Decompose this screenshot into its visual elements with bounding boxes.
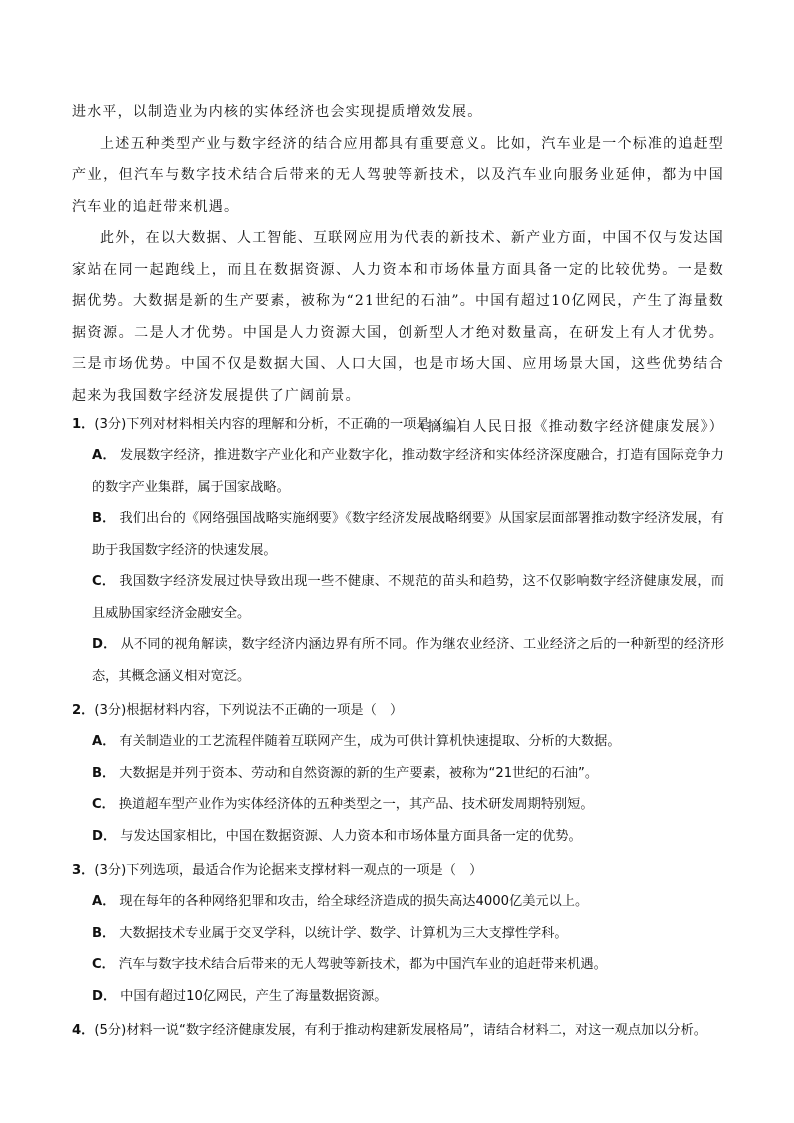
option-text: 与发达国家相比，中国在数据资源、人力资本和市场体量方面具备一定的优势。 [120, 828, 582, 844]
option-c[interactable] [92, 789, 724, 821]
option-letter: A． [92, 734, 116, 749]
option-c[interactable] [92, 566, 724, 629]
question-number: 3． [72, 863, 95, 878]
question-number: 2． [72, 703, 95, 718]
reading-passage [72, 97, 724, 444]
question-4 [72, 1016, 724, 1046]
question-stem [72, 856, 724, 886]
question-number: 1． [72, 417, 95, 432]
passage-paragraph-3: 此外，在以大数据、人工智能、互联网应用为代表的新技术、新产业方面，中国不仅与发达国家站在同一起跑线上，而且在数据资源、人力资本和市场体量方面具备一定的比较优势。一是数据优势。大数据是新的生产要素，被称为“21世纪的石油”。中国有超过10亿网民，产生了海量数据资源。二是人才优势。中国是人力资源大国，创新型人才绝对数量高，在研发上有人才优势。三是市场优势。中国不仅是数据大国、人口大国，也是市场大国、应用场景大国，这些优势结合起来为我国数字经济发展提供了广阔前景。 [72, 230, 724, 404]
option-letter: D． [92, 637, 117, 652]
question-text: (5分)材料一说“数字经济健康发展，有利于推动构建新发展格局”，请结合材料二，对这一观点加以分析。 [94, 1023, 707, 1038]
option-letter: C． [92, 957, 115, 972]
option-text: 大数据是并列于资本、劳动和自然资源的新的生产要素，被称为“21世纪的石油”。 [119, 765, 599, 781]
option-letter: C． [92, 574, 116, 589]
option-text: 换道超车型产业作为实体经济体的五种类型之一，其产品、技术研发周期特别短。 [118, 797, 594, 812]
passage-paragraph-1: 进水平，以制造业为内核的实体经济也会实现提质增效发展。 [72, 104, 483, 120]
option-letter: D． [92, 988, 117, 1004]
question-text: (3分)下列对材料相关内容的理解和分析，不正确的一项是（ ） [94, 417, 470, 432]
option-a[interactable] [92, 886, 724, 918]
question-text: (3分)下列选项，最适合作为论据来支撑材料一观点的一项是（ ） [94, 863, 483, 878]
option-text: 有关制造业的工艺流程伴随着互联网产生，成为可供计算机快速提取、分析的大数据。 [119, 734, 621, 749]
option-text: 汽车与数字技术结合后带来的无人驾驶等新技术，都为中国汽车业的追赶带来机遇。 [118, 957, 607, 972]
option-letter: A． [92, 448, 116, 463]
option-letter: B． [92, 511, 116, 526]
option-b[interactable] [92, 758, 724, 790]
question-2 [72, 696, 724, 852]
option-text: 我国数字经济发展过快导致出现一些不健康、不规范的苗头和趋势，这不仅影响数字经济健康发展，而且威胁国家经济金融安全。 [92, 574, 724, 621]
question-number: 4． [72, 1023, 95, 1038]
option-c[interactable] [92, 949, 724, 981]
option-d[interactable] [92, 629, 724, 692]
option-text: 从不同的视角解读，数字经济内涵边界有所不同。作为继农业经济、工业经济之后的一种新型的经济形态，其概念涵义相对宽泛。 [92, 637, 724, 684]
option-letter: B． [92, 925, 116, 941]
option-a[interactable] [92, 440, 724, 503]
passage-paragraph-2: 上述五种类型产业与数字经济的结合应用都具有重要意义。比如，汽车业是一个标准的追赶型产业，但汽车与数字技术结合后带来的无人驾驶等新技术，以及汽车业向服务业延伸，都为中国汽车业的追赶带来机遇。 [72, 135, 724, 215]
question-stem [72, 696, 724, 726]
option-letter: C． [92, 797, 115, 812]
option-b[interactable] [92, 503, 724, 566]
option-a[interactable] [92, 726, 724, 758]
question-3 [72, 856, 724, 1012]
question-list [72, 410, 724, 1050]
option-text: 发展数字经济，推进数字产业化和产业数字化，推动数字经济和实体经济深度融合，打造有国际竞争力的数字产业集群，属于国家战略。 [92, 448, 724, 495]
option-text: 现在每年的各种网络犯罪和攻击，给全球经济造成的损失高达4000亿美元以上。 [119, 894, 589, 909]
question-text: (3分)根据材料内容，下列说法不正确的一项是（ ） [94, 703, 404, 718]
passage-source: （摘编自人民日报《推动数字经济健康发展》） [411, 419, 724, 435]
option-d[interactable] [92, 981, 724, 1013]
question-stem [72, 410, 724, 440]
option-letter: A． [92, 894, 116, 909]
option-b[interactable] [92, 918, 724, 950]
option-letter: B． [92, 765, 116, 781]
option-text: 我们出台的《网络强国战略实施纲要》《数字经济发展战略纲要》从国家层面部署推动数字经济发展，有助于我国数字经济的快速发展。 [92, 511, 724, 558]
option-text: 中国有超过10亿网民，产生了海量数据资源。 [120, 988, 388, 1004]
option-letter: D． [92, 828, 117, 844]
option-text: 大数据技术专业属于交叉学科，以统计学、数学、计算机为三大支撑性学科。 [119, 925, 568, 941]
option-d[interactable] [92, 821, 724, 853]
question-1 [72, 410, 724, 692]
question-stem [72, 1016, 724, 1046]
